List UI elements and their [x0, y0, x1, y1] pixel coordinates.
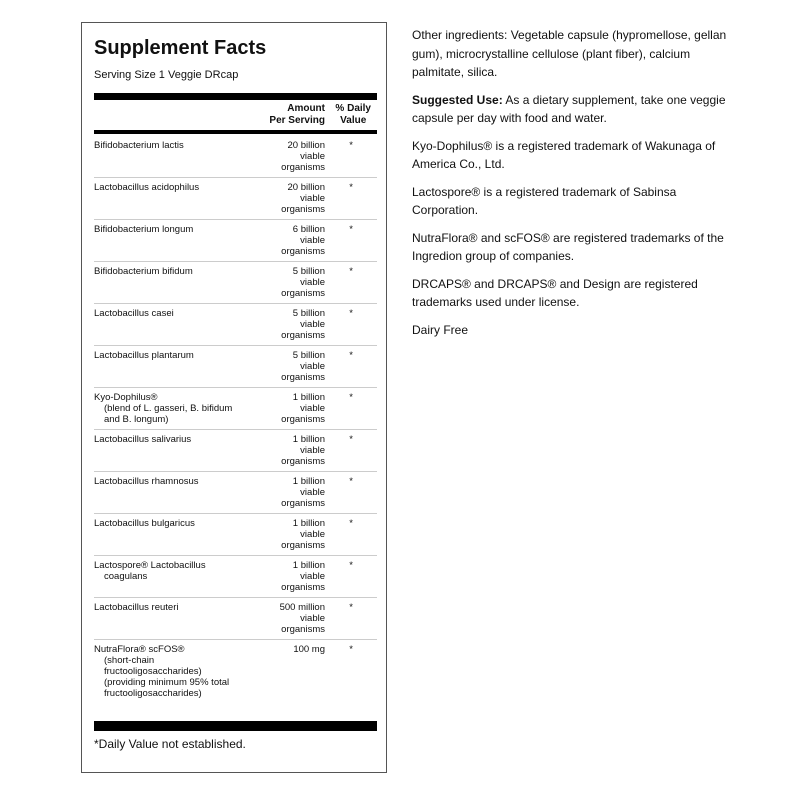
ingredient-amount-line: organisms [281, 372, 325, 383]
ingredient-amount-line: 1 billion [292, 560, 325, 571]
ingredient-name [94, 644, 244, 699]
daily-value: * [349, 182, 353, 193]
daily-value: * [349, 518, 353, 529]
ingredient-amount [245, 560, 325, 593]
ingredient-amount-line: viable [300, 529, 325, 540]
ingredient-amount-line: viable [300, 445, 325, 456]
ingredient-name-line: Bifidobacterium lactis [94, 140, 184, 151]
ingredient-amount-line: 500 million [279, 602, 325, 613]
ingredient-name [94, 266, 244, 277]
ingredient-name [94, 308, 244, 319]
ingredient-name-line: Lactobacillus rhamnosus [94, 476, 199, 487]
ingredient-amount-line: 20 billion [287, 182, 325, 193]
table-row [94, 514, 377, 556]
daily-value: * [349, 308, 353, 319]
ingredient-amount [245, 350, 325, 383]
ingredient-amount-line: 5 billion [292, 266, 325, 277]
ingredient-name-line: Bifidobacterium bifidum [94, 266, 193, 277]
ingredient-amount-line: 1 billion [292, 434, 325, 445]
ingredient-amount-line: organisms [281, 162, 325, 173]
ingredient-amount-line: viable [300, 571, 325, 582]
daily-value: * [349, 140, 353, 151]
ingredient-amount-line: organisms [281, 204, 325, 215]
ingredient-name-line: (blend of L. gasseri, B. bifidum [104, 403, 233, 414]
table-row [94, 598, 377, 640]
ingredient-name-line: Lactobacillus acidophilus [94, 182, 200, 193]
table-row [94, 430, 377, 472]
ingredient-amount [245, 140, 325, 173]
ingredient-name-line: Lactospore® Lactobacillus [94, 560, 206, 571]
ingredient-name [94, 182, 244, 193]
ingredient-amount-line: viable [300, 361, 325, 372]
ingredient-amount-line: viable [300, 193, 325, 204]
ingredient-amount-line: organisms [281, 624, 325, 635]
ingredient-name [94, 476, 244, 487]
ingredient-name [94, 602, 244, 613]
ingredient-name-line: Lactobacillus bulgaricus [94, 518, 195, 529]
ingredient-amount-line: 5 billion [292, 308, 325, 319]
ingredient-amount-line: viable [300, 277, 325, 288]
ingredient-amount-line: viable [300, 151, 325, 162]
amount-header [269, 103, 325, 127]
daily-value: * [349, 392, 353, 403]
table-row [94, 388, 377, 430]
other-ingredients: Other ingredients: Vegetable capsule (hypromellose, gellan gum), microcrystalline cellulose (plant fiber), calcium palmitate, silica. [412, 28, 727, 79]
table-row [94, 346, 377, 388]
ingredient-amount [245, 434, 325, 467]
ingredient-name-line: (providing minimum 95% total [104, 677, 230, 688]
ingredient-amount-line: 100 mg [293, 644, 325, 655]
ingredient-name [94, 224, 244, 235]
ingredient-amount-line: organisms [281, 540, 325, 551]
product-notes [412, 26, 732, 348]
ingredient-name [94, 392, 244, 425]
table-row [94, 136, 377, 178]
ingredient-name [94, 518, 244, 529]
ingredient-amount-line: 20 billion [287, 140, 325, 151]
ingredient-amount [245, 392, 325, 425]
table-row [94, 556, 377, 598]
ingredient-amount-line: organisms [281, 456, 325, 467]
ingredient-amount [245, 518, 325, 551]
ingredient-name-line: Kyo-Dophilus® [94, 392, 158, 403]
ingredient-amount-line: viable [300, 319, 325, 330]
ingredient-amount [245, 182, 325, 215]
note-paragraph: NutraFlora® and scFOS® are registered trademarks of the Ingredion group of companies. [412, 230, 724, 263]
ingredient-name-line: Lactobacillus salivarius [94, 434, 192, 445]
ingredient-name-line: Lactobacillus reuteri [94, 602, 179, 613]
ingredient-amount-line: viable [300, 613, 325, 624]
ingredient-name-line: Lactobacillus plantarum [94, 350, 194, 361]
ingredient-amount-line: viable [300, 403, 325, 414]
ingredient-amount-line: 1 billion [292, 518, 325, 529]
header-divider [94, 130, 377, 134]
ingredient-amount-line: 1 billion [292, 476, 325, 487]
ingredient-name-line: NutraFlora® scFOS® [94, 644, 185, 655]
supplement-facts-panel [81, 22, 387, 773]
daily-value: * [349, 350, 353, 361]
ingredient-amount [245, 644, 325, 655]
ingredient-name-line: and B. longum) [104, 414, 169, 425]
bottom-divider [94, 721, 377, 731]
serving-size: Serving Size 1 Veggie DRcap [94, 69, 239, 81]
trademark-notes [412, 137, 732, 340]
dv-header-line: Value [340, 115, 367, 126]
ingredient-amount-line: organisms [281, 582, 325, 593]
ingredient-amount-line: organisms [281, 414, 325, 425]
ingredient-amount-line: 6 billion [292, 224, 325, 235]
thick-divider [94, 93, 377, 100]
ingredient-name [94, 560, 244, 582]
facts-table [94, 136, 377, 703]
ingredient-name [94, 434, 244, 445]
suggested-use [412, 91, 732, 128]
ingredient-amount-line: viable [300, 487, 325, 498]
daily-value: * [349, 434, 353, 445]
ingredient-name [94, 350, 244, 361]
table-row [94, 262, 377, 304]
ingredient-amount [245, 308, 325, 341]
ingredient-amount [245, 602, 325, 635]
ingredient-amount-line: organisms [281, 246, 325, 257]
table-row [94, 304, 377, 346]
ingredient-name-line: coagulans [104, 571, 148, 582]
daily-value: * [349, 224, 353, 235]
daily-value: * [349, 560, 353, 571]
table-header [94, 103, 377, 129]
ingredient-name-line: fructooligosaccharides) [104, 688, 202, 699]
daily-value: * [349, 644, 353, 655]
amount-header-line: Amount [287, 103, 325, 114]
dv-header [335, 103, 371, 127]
amount-header-line: Per Serving [269, 115, 325, 126]
ingredient-name-line: fructooligosaccharides) [104, 666, 202, 677]
daily-value: * [349, 266, 353, 277]
ingredient-name-line: (short-chain [104, 655, 155, 666]
ingredient-amount [245, 476, 325, 509]
ingredient-amount-line: organisms [281, 498, 325, 509]
daily-value: * [349, 602, 353, 613]
suggested-use-label: Suggested Use: [412, 92, 503, 107]
ingredient-amount-line: 1 billion [292, 392, 325, 403]
note-paragraph: Lactospore® is a registered trademark of Sabinsa Corporation. [412, 184, 677, 217]
panel-title: Supplement Facts [94, 37, 267, 59]
table-row [94, 220, 377, 262]
table-row [94, 640, 377, 703]
suggested-use-text: As a dietary supplement, take one veggie capsule per day with food and water. [412, 92, 726, 125]
ingredient-name [94, 140, 244, 151]
ingredient-name-line: Lactobacillus casei [94, 308, 174, 319]
daily-value: * [349, 476, 353, 487]
footnote: *Daily Value not established. [94, 737, 246, 751]
note-paragraph: Kyo-Dophilus® is a registered trademark of Wakunaga of America Co., Ltd. [412, 138, 716, 171]
table-row [94, 178, 377, 220]
ingredient-name-line: Bifidobacterium longum [94, 224, 194, 235]
note-paragraph: Dairy Free [412, 322, 469, 337]
table-row [94, 472, 377, 514]
ingredient-amount [245, 224, 325, 257]
ingredient-amount-line: organisms [281, 330, 325, 341]
dv-header-line: % Daily [335, 103, 371, 114]
ingredient-amount-line: viable [300, 235, 325, 246]
ingredient-amount [245, 266, 325, 299]
ingredient-amount-line: organisms [281, 288, 325, 299]
note-paragraph: DRCAPS® and DRCAPS® and Design are registered trademarks used under license. [412, 276, 698, 309]
ingredient-amount-line: 5 billion [292, 350, 325, 361]
